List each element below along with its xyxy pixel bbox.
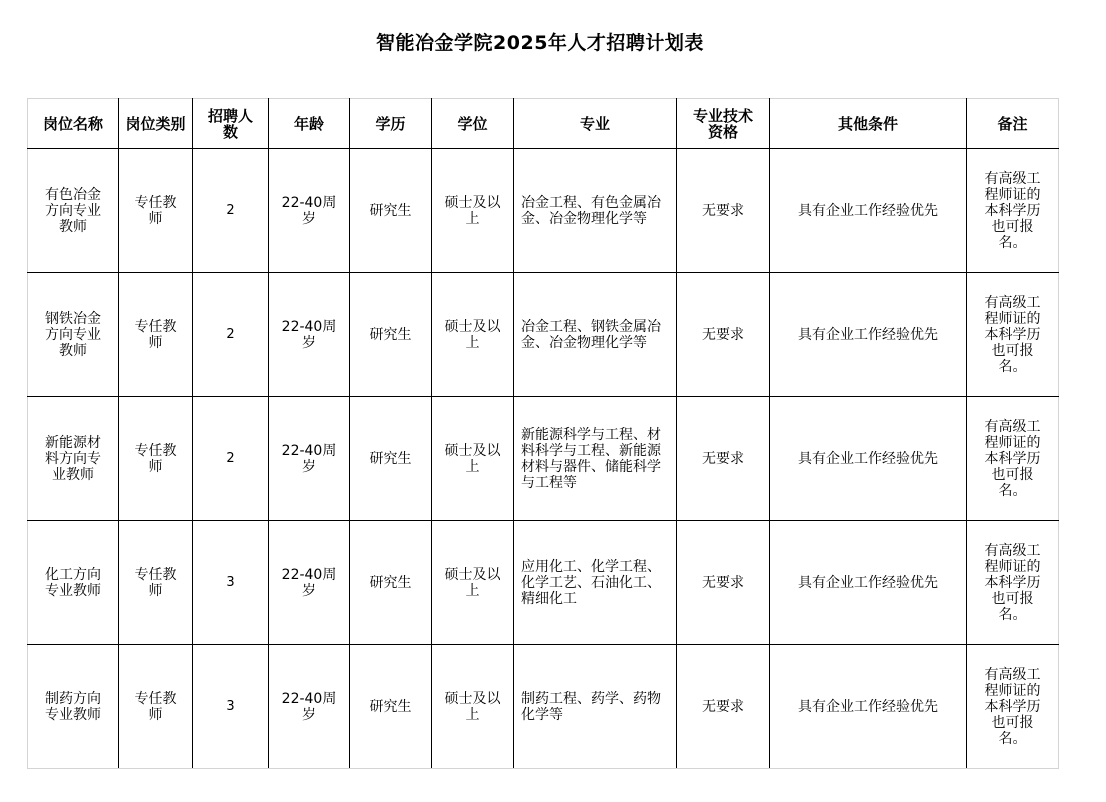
cell-other: 具有企业工作经验优先 bbox=[770, 149, 967, 273]
cell-major: 制药工程、药学、药物化学等 bbox=[514, 645, 677, 769]
cell-major: 应用化工、化学工程、化学工艺、石油化工、精细化工 bbox=[514, 521, 677, 645]
cell-education: 研究生 bbox=[350, 273, 432, 397]
header-note: 备注 bbox=[967, 99, 1059, 149]
cell-category: 专任教师 bbox=[119, 521, 193, 645]
cell-position: 制药方向专业教师 bbox=[28, 645, 119, 769]
table-row bbox=[28, 397, 1059, 521]
cell-education: 研究生 bbox=[350, 397, 432, 521]
cell-category: 专任教师 bbox=[119, 273, 193, 397]
cell-position: 化工方向专业教师 bbox=[28, 521, 119, 645]
cell-major: 新能源科学与工程、材料科学与工程、新能源材料与器件、储能科学与工程等 bbox=[514, 397, 677, 521]
cell-degree: 硕士及以上 bbox=[432, 521, 514, 645]
header-position: 岗位名称 bbox=[28, 99, 119, 149]
cell-note: 有高级工程师证的本科学历也可报名。 bbox=[967, 645, 1059, 769]
cell-qualification: 无要求 bbox=[677, 149, 770, 273]
header-category: 岗位类别 bbox=[119, 99, 193, 149]
cell-count: 2 bbox=[193, 397, 269, 521]
cell-other: 具有企业工作经验优先 bbox=[770, 645, 967, 769]
cell-degree: 硕士及以上 bbox=[432, 273, 514, 397]
header-count: 招聘人数 bbox=[193, 99, 269, 149]
page-title: 智能冶金学院2025年人才招聘计划表 bbox=[376, 32, 704, 54]
header-major: 专业 bbox=[514, 99, 677, 149]
cell-age: 22-40周岁 bbox=[269, 273, 350, 397]
cell-qualification: 无要求 bbox=[677, 273, 770, 397]
cell-category: 专任教师 bbox=[119, 149, 193, 273]
cell-age: 22-40周岁 bbox=[269, 397, 350, 521]
header-degree: 学位 bbox=[432, 99, 514, 149]
cell-position: 新能源材料方向专业教师 bbox=[28, 397, 119, 521]
cell-age: 22-40周岁 bbox=[269, 149, 350, 273]
table-row bbox=[28, 273, 1059, 397]
cell-category: 专任教师 bbox=[119, 645, 193, 769]
table-row bbox=[28, 645, 1059, 769]
table-row bbox=[28, 149, 1059, 273]
cell-qualification: 无要求 bbox=[677, 397, 770, 521]
cell-count: 2 bbox=[193, 149, 269, 273]
cell-age: 22-40周岁 bbox=[269, 645, 350, 769]
recruitment-plan-table bbox=[27, 98, 1059, 769]
header-qualification: 专业技术资格 bbox=[677, 99, 770, 149]
cell-note: 有高级工程师证的本科学历也可报名。 bbox=[967, 521, 1059, 645]
cell-count: 3 bbox=[193, 645, 269, 769]
header-other: 其他条件 bbox=[770, 99, 967, 149]
header-age: 年龄 bbox=[269, 99, 350, 149]
cell-note: 有高级工程师证的本科学历也可报名。 bbox=[967, 397, 1059, 521]
header-education: 学历 bbox=[350, 99, 432, 149]
cell-count: 2 bbox=[193, 273, 269, 397]
cell-age: 22-40周岁 bbox=[269, 521, 350, 645]
table-row bbox=[28, 521, 1059, 645]
cell-education: 研究生 bbox=[350, 521, 432, 645]
cell-position: 有色冶金方向专业教师 bbox=[28, 149, 119, 273]
cell-other: 具有企业工作经验优先 bbox=[770, 521, 967, 645]
cell-category: 专任教师 bbox=[119, 397, 193, 521]
cell-major: 冶金工程、钢铁金属冶金、冶金物理化学等 bbox=[514, 273, 677, 397]
cell-qualification: 无要求 bbox=[677, 521, 770, 645]
cell-degree: 硕士及以上 bbox=[432, 645, 514, 769]
cell-education: 研究生 bbox=[350, 149, 432, 273]
cell-education: 研究生 bbox=[350, 645, 432, 769]
cell-other: 具有企业工作经验优先 bbox=[770, 397, 967, 521]
cell-other: 具有企业工作经验优先 bbox=[770, 273, 967, 397]
cell-qualification: 无要求 bbox=[677, 645, 770, 769]
cell-note: 有高级工程师证的本科学历也可报名。 bbox=[967, 149, 1059, 273]
cell-position: 钢铁冶金方向专业教师 bbox=[28, 273, 119, 397]
table-header-row bbox=[28, 99, 1059, 149]
cell-count: 3 bbox=[193, 521, 269, 645]
cell-degree: 硕士及以上 bbox=[432, 149, 514, 273]
cell-major: 冶金工程、有色金属冶金、冶金物理化学等 bbox=[514, 149, 677, 273]
cell-note: 有高级工程师证的本科学历也可报名。 bbox=[967, 273, 1059, 397]
cell-degree: 硕士及以上 bbox=[432, 397, 514, 521]
